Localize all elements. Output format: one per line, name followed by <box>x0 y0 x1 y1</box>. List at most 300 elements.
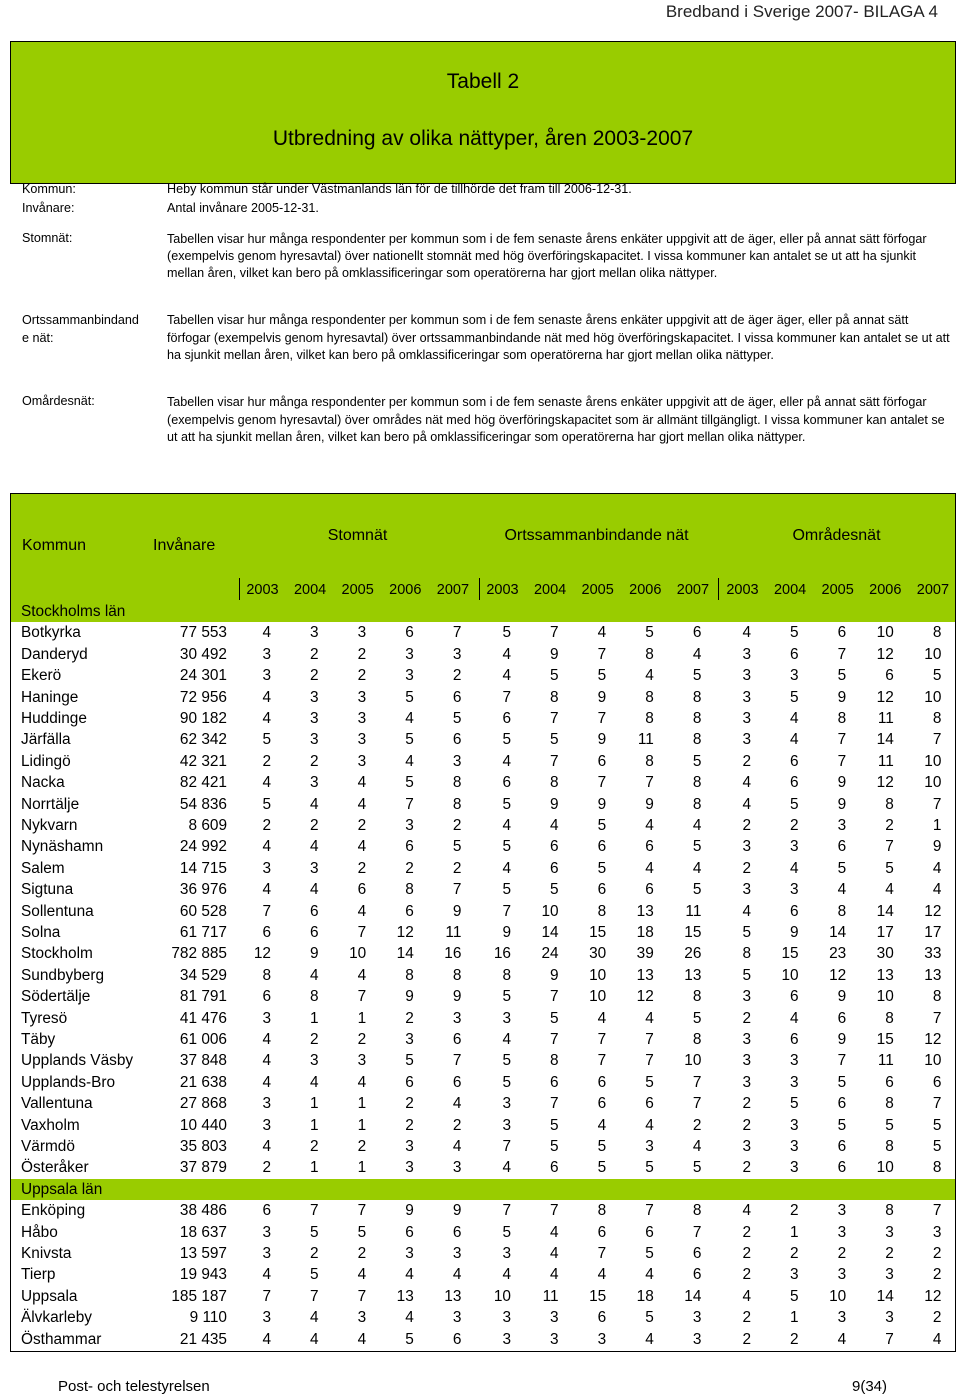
value-cell: 2 <box>452 667 462 685</box>
value-cell: 7 <box>357 988 367 1006</box>
kommun-name: Norrtälje <box>21 795 80 813</box>
value-cell: 10 <box>589 988 607 1006</box>
value-cell: 10 <box>493 1287 511 1305</box>
value-cell: 8 <box>645 688 654 706</box>
info-label: Kommun: <box>22 182 76 196</box>
value-cell: 14 <box>876 731 894 749</box>
value-cell: 3 <box>790 667 799 685</box>
value-cell: 4 <box>502 1266 511 1284</box>
value-cell: 15 <box>589 1287 607 1305</box>
value-cell: 26 <box>684 945 702 963</box>
value-cell: 6 <box>357 881 367 899</box>
value-cell: 9 <box>837 988 847 1006</box>
value-cell: 5 <box>357 1223 367 1241</box>
value-cell: 3 <box>357 710 367 727</box>
kommun-name: Håbo <box>21 1223 58 1241</box>
value-cell: 2 <box>790 817 799 834</box>
value-cell: 7 <box>932 1095 942 1113</box>
value-cell: 3 <box>742 1073 751 1091</box>
value-cell: 8 <box>452 795 462 813</box>
value-cell: 6 <box>597 838 607 856</box>
value-cell: 8 <box>932 624 942 642</box>
value-cell: 4 <box>790 1009 799 1027</box>
invanare-value: 14 715 <box>179 859 227 877</box>
year-header: 2007 <box>916 582 950 598</box>
value-cell: 4 <box>502 667 511 685</box>
value-cell: 3 <box>262 1223 271 1241</box>
value-cell: 18 <box>636 1287 654 1305</box>
value-cell: 2 <box>357 1138 367 1155</box>
value-cell: 6 <box>645 838 654 856</box>
value-cell: 3 <box>837 1202 847 1220</box>
value-cell: 3 <box>262 859 271 877</box>
value-cell: 7 <box>645 1031 654 1048</box>
value-cell: 5 <box>405 688 414 706</box>
year-header: 2004 <box>293 582 327 598</box>
table-row <box>10 1136 956 1157</box>
value-cell: 4 <box>262 774 271 792</box>
value-cell: 8 <box>550 1052 559 1070</box>
value-cell: 7 <box>692 1223 702 1241</box>
value-cell: 5 <box>645 1073 654 1091</box>
value-cell: 15 <box>684 924 702 941</box>
value-cell: 7 <box>692 1073 702 1091</box>
value-cell: 10 <box>924 752 942 770</box>
value-cell: 8 <box>742 945 751 963</box>
invanare-value: 72 956 <box>179 688 227 706</box>
value-cell: 7 <box>262 902 271 920</box>
value-cell: 3 <box>885 1266 894 1284</box>
year-header: 2005 <box>581 582 614 598</box>
data-table <box>10 493 956 1354</box>
value-cell: 5 <box>692 881 702 899</box>
value-cell: 5 <box>692 667 702 685</box>
value-cell: 7 <box>502 902 511 920</box>
value-cell: 4 <box>837 1330 847 1348</box>
value-cell: 4 <box>502 1031 511 1048</box>
value-cell: 4 <box>645 1009 654 1027</box>
value-cell: 2 <box>932 1266 942 1284</box>
value-cell: 3 <box>742 1052 751 1070</box>
value-cell: 7 <box>932 1009 942 1027</box>
value-cell: 13 <box>444 1287 462 1305</box>
value-cell: 6 <box>790 1031 799 1048</box>
col-kommun-header: Kommun <box>22 537 87 554</box>
value-cell: 4 <box>262 624 271 642</box>
year-header: 2007 <box>676 582 710 598</box>
value-cell: 9 <box>550 966 559 984</box>
value-cell: 5 <box>645 1245 654 1262</box>
value-cell: 3 <box>452 1245 462 1262</box>
value-cell: 2 <box>405 859 414 877</box>
value-cell: 4 <box>262 881 271 899</box>
invanare-value: 37 879 <box>179 1159 227 1177</box>
value-cell: 6 <box>262 1202 271 1220</box>
value-cell: 3 <box>405 1138 414 1155</box>
kommun-name: Ekerö <box>21 667 62 685</box>
value-cell: 2 <box>742 1095 751 1113</box>
info-text: Heby kommun står under Västmanlands län för de tillhörde det fram till 2006-12-31. <box>167 182 632 196</box>
value-cell: 6 <box>790 988 799 1006</box>
invanare-value: 8 609 <box>188 817 227 834</box>
value-cell: 8 <box>692 774 702 792</box>
table-row <box>10 1093 956 1114</box>
value-cell: 3 <box>790 838 799 856</box>
value-cell: 3 <box>262 1009 271 1027</box>
value-cell: 17 <box>924 924 942 941</box>
value-cell: 2 <box>452 859 462 877</box>
value-cell: 6 <box>932 1073 942 1091</box>
value-cell: 13 <box>876 966 894 984</box>
value-cell: 12 <box>876 688 894 706</box>
value-cell: 2 <box>357 1031 367 1048</box>
value-cell: 4 <box>262 838 271 856</box>
value-cell: 5 <box>692 838 702 856</box>
value-cell: 9 <box>452 1202 462 1220</box>
value-cell: 6 <box>550 1159 559 1177</box>
group-omrades-header: Områdesnät <box>792 527 881 544</box>
value-cell: 8 <box>452 966 462 984</box>
value-cell: 3 <box>742 988 751 1006</box>
value-cell: 10 <box>781 966 799 984</box>
kommun-name: Vallentuna <box>21 1095 93 1113</box>
value-cell: 10 <box>876 988 894 1006</box>
year-header: 2004 <box>533 582 567 598</box>
kommun-name: Täby <box>21 1031 56 1048</box>
value-cell: 6 <box>790 774 799 792</box>
table-row <box>10 943 956 964</box>
invanare-value: 34 529 <box>179 966 227 984</box>
value-cell: 2 <box>262 752 271 770</box>
table-row <box>10 901 956 922</box>
value-cell: 8 <box>692 795 702 813</box>
value-cell: 1 <box>932 817 942 834</box>
value-cell: 6 <box>452 1073 462 1091</box>
value-cell: 1 <box>790 1309 799 1327</box>
value-cell: 12 <box>924 902 942 920</box>
value-cell: 5 <box>597 1159 607 1177</box>
value-cell: 7 <box>262 1287 271 1305</box>
value-cell: 2 <box>357 667 367 685</box>
value-cell: 3 <box>502 1309 511 1327</box>
value-cell: 5 <box>645 1159 654 1177</box>
value-cell: 8 <box>885 1009 894 1027</box>
value-cell: 7 <box>837 731 847 749</box>
value-cell: 4 <box>502 752 511 770</box>
value-cell: 4 <box>357 1266 367 1284</box>
year-header: 2006 <box>869 582 902 598</box>
kommun-name: Östhammar <box>21 1330 102 1348</box>
table-row <box>10 665 956 686</box>
value-cell: 8 <box>310 988 319 1006</box>
invanare-value: 185 187 <box>171 1287 227 1305</box>
value-cell: 5 <box>645 1309 654 1327</box>
value-cell: 4 <box>310 881 319 899</box>
value-cell: 4 <box>692 859 702 877</box>
value-cell: 2 <box>742 1330 751 1348</box>
value-cell: 13 <box>636 966 654 984</box>
info-label: Omårdesnät: <box>22 394 95 408</box>
kommun-name: Upplands Väsby <box>21 1052 134 1070</box>
value-cell: 9 <box>597 731 607 749</box>
value-cell: 3 <box>262 1116 271 1134</box>
value-cell: 8 <box>692 731 702 749</box>
value-cell: 1 <box>790 1223 799 1241</box>
value-cell: 7 <box>452 624 462 642</box>
table-row <box>10 1329 956 1350</box>
value-cell: 6 <box>790 645 799 663</box>
value-cell: 7 <box>645 1202 654 1220</box>
value-cell: 5 <box>310 1223 319 1241</box>
value-cell: 4 <box>405 1309 414 1327</box>
value-cell: 3 <box>357 731 367 749</box>
value-cell: 4 <box>742 795 751 813</box>
invanare-value: 81 791 <box>179 988 227 1006</box>
invanare-value: 36 976 <box>179 881 227 899</box>
value-cell: 5 <box>645 624 654 642</box>
value-cell: 5 <box>405 731 414 749</box>
value-cell: 8 <box>932 1159 942 1177</box>
value-cell: 3 <box>502 1245 511 1262</box>
value-cell: 8 <box>692 1202 702 1220</box>
value-cell: 5 <box>502 988 511 1006</box>
section-label: Uppsala län <box>21 1180 103 1198</box>
value-cell: 2 <box>405 1009 414 1027</box>
invanare-value: 10 440 <box>179 1116 227 1134</box>
value-cell: 5 <box>597 1138 607 1155</box>
value-cell: 2 <box>790 1245 799 1262</box>
table-row <box>10 836 956 857</box>
value-cell: 2 <box>692 1116 702 1134</box>
value-cell: 4 <box>932 859 942 877</box>
value-cell: 11 <box>685 902 702 920</box>
value-cell: 4 <box>790 731 799 749</box>
value-cell: 5 <box>692 1009 702 1027</box>
value-cell: 3 <box>837 1309 847 1327</box>
value-cell: 7 <box>837 1052 847 1070</box>
value-cell: 4 <box>357 795 367 813</box>
value-cell: 7 <box>550 988 559 1006</box>
value-cell: 7 <box>837 752 847 770</box>
kommun-name: Lidingö <box>21 752 71 770</box>
value-cell: 5 <box>742 924 751 941</box>
invanare-value: 35 803 <box>179 1138 227 1155</box>
value-cell: 6 <box>885 1073 894 1091</box>
value-cell: 6 <box>405 902 414 920</box>
table-row <box>10 687 956 708</box>
value-cell: 5 <box>597 667 607 685</box>
value-cell: 6 <box>837 624 847 642</box>
value-cell: 2 <box>405 1095 414 1113</box>
kommun-name: Värmdö <box>21 1138 75 1155</box>
value-cell: 5 <box>262 731 271 749</box>
value-cell: 4 <box>692 1138 702 1155</box>
value-cell: 4 <box>310 1309 319 1327</box>
value-cell: 5 <box>837 859 847 877</box>
value-cell: 11 <box>445 924 462 941</box>
value-cell: 7 <box>550 1095 559 1113</box>
value-cell: 12 <box>396 924 414 941</box>
value-cell: 4 <box>262 1052 271 1070</box>
kommun-name: Enköping <box>21 1202 86 1220</box>
value-cell: 7 <box>885 838 894 856</box>
value-cell: 4 <box>742 902 751 920</box>
table-row <box>10 1243 956 1264</box>
value-cell: 9 <box>932 838 942 856</box>
value-cell: 3 <box>310 774 319 792</box>
value-cell: 3 <box>885 1223 894 1241</box>
value-cell: 2 <box>837 1245 847 1262</box>
kommun-name: Nynäshamn <box>21 838 104 856</box>
value-cell: 2 <box>310 817 319 834</box>
value-cell: 3 <box>262 645 271 663</box>
value-cell: 5 <box>502 881 511 899</box>
value-cell: 1 <box>310 1116 319 1134</box>
value-cell: 4 <box>310 966 319 984</box>
value-cell: 7 <box>310 1202 319 1220</box>
value-cell: 4 <box>742 624 751 642</box>
table-row <box>10 858 956 879</box>
value-cell: 8 <box>932 710 942 727</box>
value-cell: 3 <box>692 1309 702 1327</box>
value-cell: 2 <box>932 1245 942 1262</box>
footer-publisher: Post- och telestyrelsen <box>58 1378 210 1395</box>
value-cell: 3 <box>837 817 847 834</box>
value-cell: 4 <box>550 1223 559 1241</box>
value-cell: 5 <box>790 624 799 642</box>
value-cell: 5 <box>550 1138 559 1155</box>
table-row <box>10 1222 956 1243</box>
value-cell: 24 <box>541 945 559 963</box>
group-divider <box>239 578 240 600</box>
invanare-value: 30 492 <box>179 645 227 663</box>
kommun-name: Sigtuna <box>21 881 74 899</box>
invanare-value: 42 321 <box>179 752 227 770</box>
value-cell: 7 <box>597 1245 607 1262</box>
value-cell: 5 <box>310 1266 319 1284</box>
value-cell: 4 <box>452 1095 462 1113</box>
value-cell: 2 <box>742 1309 751 1327</box>
table-row <box>10 729 956 750</box>
value-cell: 5 <box>262 795 271 813</box>
value-cell: 4 <box>357 838 367 856</box>
value-cell: 5 <box>790 795 799 813</box>
value-cell: 1 <box>310 1095 319 1113</box>
value-cell: 7 <box>932 731 942 749</box>
value-cell: 18 <box>636 924 654 941</box>
invanare-value: 21 435 <box>179 1330 227 1348</box>
value-cell: 4 <box>357 1073 367 1091</box>
value-cell: 3 <box>742 731 751 749</box>
value-cell: 12 <box>924 1031 942 1048</box>
value-cell: 4 <box>262 710 271 727</box>
value-cell: 4 <box>790 710 799 727</box>
value-cell: 2 <box>357 859 367 877</box>
value-cell: 10 <box>541 902 559 920</box>
value-cell: 3 <box>405 1159 414 1177</box>
value-cell: 7 <box>502 1202 511 1220</box>
value-cell: 12 <box>876 774 894 792</box>
kommun-name: Huddinge <box>21 710 87 727</box>
value-cell: 6 <box>550 1073 559 1091</box>
value-cell: 3 <box>357 1309 367 1327</box>
value-cell: 6 <box>597 1223 607 1241</box>
invanare-value: 9 110 <box>189 1309 227 1327</box>
table-row <box>10 1264 956 1285</box>
invanare-value: 37 848 <box>179 1052 227 1070</box>
value-cell: 2 <box>262 1159 271 1177</box>
value-cell: 3 <box>405 1245 414 1262</box>
value-cell: 3 <box>310 710 319 727</box>
value-cell: 2 <box>885 817 894 834</box>
value-cell: 3 <box>405 667 414 685</box>
value-cell: 39 <box>636 945 654 963</box>
value-cell: 4 <box>262 1031 271 1048</box>
value-cell: 7 <box>597 710 607 727</box>
value-cell: 2 <box>310 1031 319 1048</box>
value-cell: 6 <box>837 838 847 856</box>
value-cell: 2 <box>262 817 271 834</box>
value-cell: 8 <box>550 688 559 706</box>
value-cell: 5 <box>502 795 511 813</box>
value-cell: 15 <box>589 924 607 941</box>
value-cell: 9 <box>550 795 559 813</box>
value-cell: 2 <box>932 1309 942 1327</box>
value-cell: 4 <box>645 817 654 834</box>
value-cell: 4 <box>932 1330 942 1348</box>
value-cell: 13 <box>636 902 654 920</box>
value-cell: 5 <box>692 1159 702 1177</box>
year-header: 2005 <box>341 582 374 598</box>
value-cell: 3 <box>837 1266 847 1284</box>
value-cell: 3 <box>452 1309 462 1327</box>
value-cell: 3 <box>742 1031 751 1048</box>
value-cell: 14 <box>541 924 559 941</box>
value-cell: 17 <box>876 924 894 941</box>
invanare-value: 24 992 <box>179 838 227 856</box>
value-cell: 7 <box>837 645 847 663</box>
value-cell: 3 <box>502 1116 511 1134</box>
value-cell: 3 <box>790 1266 799 1284</box>
invanare-value: 13 597 <box>179 1245 227 1262</box>
value-cell: 3 <box>310 859 319 877</box>
value-cell: 6 <box>597 1095 607 1113</box>
value-cell: 5 <box>550 881 559 899</box>
value-cell: 3 <box>262 1095 271 1113</box>
value-cell: 4 <box>357 966 367 984</box>
value-cell: 7 <box>357 1287 367 1305</box>
value-cell: 3 <box>310 731 319 749</box>
value-cell: 7 <box>452 881 462 899</box>
value-cell: 3 <box>550 1309 559 1327</box>
value-cell: 4 <box>742 1202 751 1220</box>
value-cell: 8 <box>597 902 607 920</box>
value-cell: 4 <box>645 1116 654 1134</box>
value-cell: 6 <box>452 688 462 706</box>
value-cell: 15 <box>781 945 799 963</box>
value-cell: 6 <box>262 988 271 1006</box>
value-cell: 8 <box>452 774 462 792</box>
value-cell: 2 <box>452 817 462 834</box>
value-cell: 10 <box>924 688 942 706</box>
value-cell: 2 <box>310 1138 319 1155</box>
value-cell: 7 <box>645 1052 654 1070</box>
value-cell: 3 <box>790 1052 799 1070</box>
value-cell: 3 <box>790 1138 799 1155</box>
title-box <box>10 41 956 184</box>
value-cell: 11 <box>877 752 894 770</box>
value-cell: 5 <box>502 624 511 642</box>
